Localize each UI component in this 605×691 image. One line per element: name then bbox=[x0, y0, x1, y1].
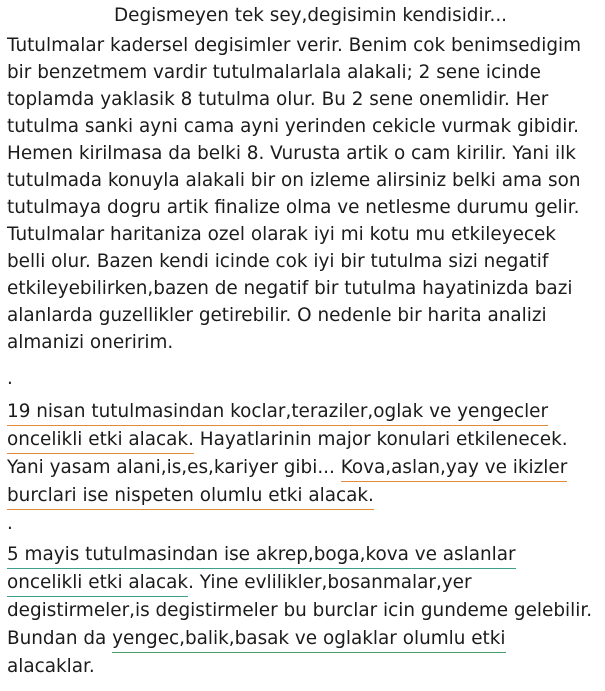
paragraph1-line: alanlarda guzellikler getirebilir. O nedenle bir harita analizi bbox=[7, 305, 547, 326]
paragraph2-line3 bbox=[7, 456, 567, 482]
paragraph3-line3: degistirmeler,is degistirmeler bu burclar icin gundeme gelebilir. bbox=[7, 600, 593, 621]
paragraph2-line1 bbox=[7, 400, 548, 426]
paragraph1-line: Tutulmalar kadersel degisimler verir. Benim cok benimsedigim bbox=[7, 35, 582, 56]
underlined-text: 5 mayis tutulmasindan ise akrep,boga,kova ve aslanlar bbox=[7, 544, 516, 569]
plain-text: Bundan da bbox=[7, 628, 113, 649]
paragraph1-line: bir benzetmem vardir tutulmalarlala alakali; 2 sene icinde bbox=[7, 62, 541, 83]
paragraph1-line: Tutulmalar haritaniza ozel olarak iyi mi kotu mu etkileyecek bbox=[7, 224, 556, 245]
document-title: Degismeyen tek sey,degisimin kendisidir... bbox=[113, 5, 508, 26]
plain-text: . Yine evlilikler,bosanmalar,yer bbox=[188, 572, 472, 593]
underlined-text: 19 nisan tutulmasindan koclar,teraziler,oglak ve yengecler bbox=[7, 401, 548, 426]
paragraph1-line: etkileyebilirken,bazen de negatif bir tutulma hayatinizda bazi bbox=[7, 278, 573, 299]
underlined-text: oncelikli etki alacak. bbox=[7, 429, 194, 454]
paragraph1-line: toplamda yaklasik 8 tutulma olur. Bu 2 sene onemlidir. Her bbox=[7, 89, 549, 110]
underlined-text: oncelikli etki alacak bbox=[7, 572, 188, 597]
paragraph1-line: tutulmada konuyla alakali bir on izleme alirsiniz belki ama son bbox=[7, 170, 581, 191]
paragraph1-line: tutulmaya dogru artik finalize olma ve netlesme durumu gelir. bbox=[7, 197, 580, 218]
separator-dot: . bbox=[7, 368, 13, 389]
separator-dot: . bbox=[7, 513, 13, 534]
paragraph3-line1 bbox=[7, 543, 516, 569]
paragraph3-line4 bbox=[7, 627, 506, 653]
paragraph1-line: tutulma sanki ayni cama ayni yerinden cekicle vurmak gibidir. bbox=[7, 116, 580, 137]
plain-text: Hayatlarinin major konulari etkilenecek. bbox=[193, 429, 568, 450]
paragraph3-line2 bbox=[7, 571, 472, 597]
paragraph2-line4 bbox=[7, 484, 374, 510]
underlined-text: yengec,balik,basak ve oglaklar olumlu etki bbox=[112, 628, 505, 653]
paragraph2-line2 bbox=[7, 428, 568, 454]
paragraph1-line: belli olur. Bazen kendi icinde cok iyi bir tutulma sizi negatif bbox=[7, 251, 549, 272]
plain-text: Yani yasam alani,is,es,kariyer gibi... bbox=[7, 457, 335, 478]
paragraph3-line5: alacaklar. bbox=[7, 656, 95, 677]
underlined-text: burclari ise nispeten olumlu etki alacak. bbox=[7, 485, 374, 510]
paragraph1-line: almanizi oneririm. bbox=[7, 332, 174, 353]
paragraph1-line: Hemen kirilmasa da belki 8. Vurusta artik o cam kirilir. Yani ilk bbox=[7, 143, 576, 164]
underlined-text: Kova,aslan,yay ve ikizler bbox=[341, 457, 568, 482]
